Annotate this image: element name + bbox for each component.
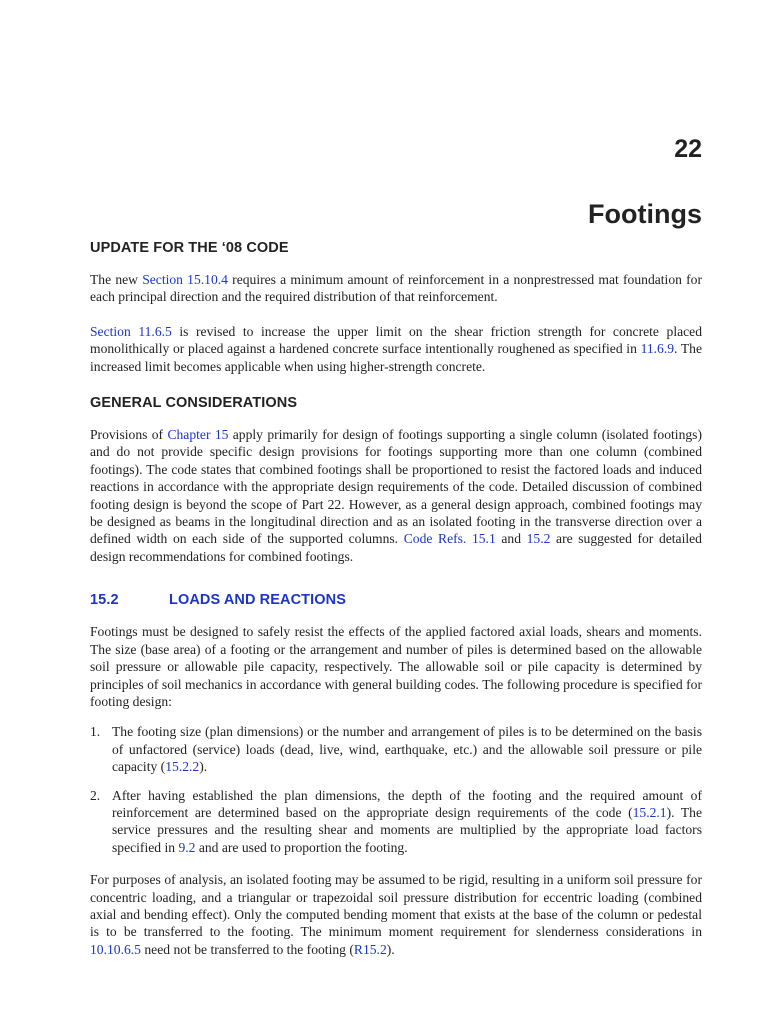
text: ).	[386, 941, 395, 957]
text: are suggested for detailed design recommendations for combined footings.	[90, 531, 702, 564]
link-10-10-6-5[interactable]: 10.10.6.5	[90, 941, 141, 957]
text: and	[495, 531, 527, 547]
list-item	[90, 723, 702, 775]
text: For purposes of analysis, an isolated footing may be assumed to be rigid, resulting in a uniform soil pressure for concentric loading, and a triangular or trapezoidal soil pressure distribution for eccentric loading (combined axial and bending effect). Only the computed bending moment that exists at the base of the column or pedestal is to be transferred to the footing. The minimum moment requirement for slenderness considerations in	[90, 872, 702, 940]
update-paragraph-1	[90, 271, 702, 306]
link-15-2-2[interactable]: 15.2.2	[165, 759, 200, 775]
text: requires a minimum amount of reinforcement in a nonprestressed mat foundation for each principal direction and the required distribution of that reinforcement.	[90, 272, 702, 305]
text: The footing size (plan dimensions) or the number and arrangement of piles is to be determined on the basis of unfactored (service) loads (dead, live, wind, earthquake, etc.) and the allowable soil pressure or pile capacity (	[112, 724, 702, 775]
link-r15-2[interactable]: R15.2	[353, 941, 387, 957]
chapter-number: 22	[674, 135, 702, 163]
text: . The increased limit becomes applicable when using higher-strength concrete.	[90, 341, 703, 374]
text: Provisions of	[90, 427, 168, 443]
text: and are used to proportion the footing.	[195, 839, 408, 855]
link-15-2-1[interactable]: 15.2.1	[632, 804, 667, 820]
chapter-title: Footings	[588, 199, 702, 229]
list-number: 2.	[90, 787, 101, 803]
link-section-11-6-5[interactable]: Section 11.6.5	[90, 323, 172, 339]
text: is revised to increase the upper limit on the shear friction strength for concrete placed monolithically or placed against a hardened concrete surface intentionally roughened as specified in	[90, 323, 702, 357]
update-heading: UPDATE FOR THE ‘08 CODE	[90, 240, 289, 256]
list-item	[90, 787, 702, 857]
general-paragraph	[90, 426, 702, 565]
update-paragraph-2	[90, 323, 702, 375]
text: apply primarily for design of footings supporting a single column (isolated footings) and do not provide specific design provisions for footings supporting more than one column (combined footings). The code states that combined footings shall be proportioned to resist the factored loads and induced reactions in accordance with the appropriate design requirements of the code. Detailed discussion of combined footing design is beyond the scope of Part 22. However, as a general design approach, combined footings may be designed as beams in the longitudinal direction and as an isolated footing in the transverse direction over a defined width on each side of the supported columns.	[90, 427, 702, 547]
link-9-2[interactable]: 9.2	[178, 839, 196, 855]
link-11-6-9[interactable]: 11.6.9	[640, 341, 675, 357]
procedure-list	[90, 723, 702, 856]
link-code-refs-15-1[interactable]: Code Refs. 15.1	[403, 531, 496, 547]
link-section-15-10-4[interactable]: Section 15.10.4	[142, 272, 228, 287]
analysis-paragraph	[90, 871, 702, 958]
loads-intro: Footings must be designed to safely resist the effects of the applied factored axial loads, shears and moments. The size (base area) of a footing or the arrangement and number of piles is determined based on the allowable soil pressure or allowable pile capacity, respectively. The allowable soil or pile capacity is determined by principles of soil mechanics in accordance with general building codes. The following procedure is specified for footing design:	[90, 624, 702, 709]
link-chapter-15[interactable]: Chapter 15	[167, 427, 229, 443]
page-content	[90, 240, 702, 958]
loads-heading	[90, 592, 702, 608]
text: ). The service pressures and the resulting shear and moments are multiplied by the appropriate load factors specified in	[112, 804, 702, 855]
link-15-2[interactable]: 15.2	[526, 531, 551, 547]
section-number: 15.2	[90, 592, 119, 609]
general-heading: GENERAL CONSIDERATIONS	[90, 395, 298, 412]
text: ).	[199, 759, 208, 775]
text: After having established the plan dimensions, the depth of the footing and the required amount of reinforcement are determined based on the appropriate design requirements of the code (	[112, 787, 702, 820]
text: need not be transferred to the footing (	[140, 941, 354, 957]
section-title: LOADS AND REACTIONS	[169, 592, 346, 609]
list-number: 1.	[90, 724, 101, 740]
text: The new	[90, 272, 143, 287]
